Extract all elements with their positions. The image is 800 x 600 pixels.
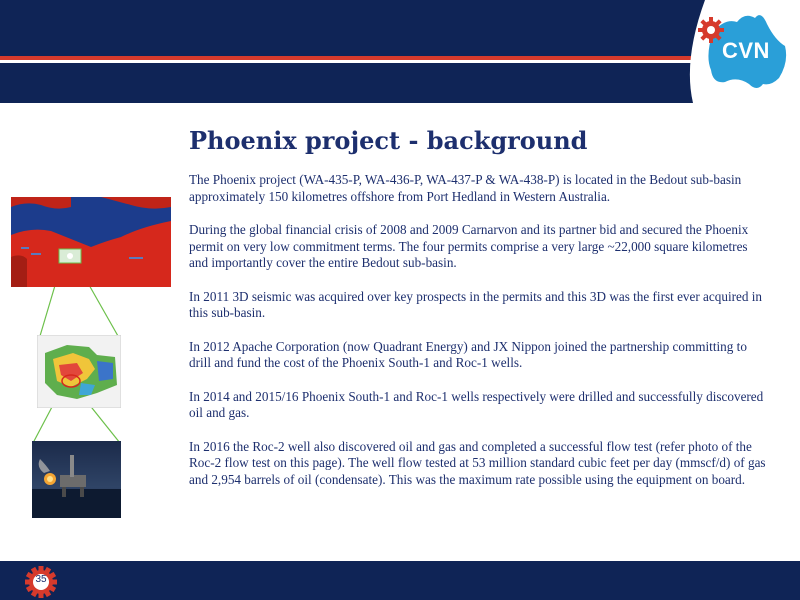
rig-flow-test-photo — [32, 441, 121, 518]
logo-text: CVN — [722, 38, 770, 63]
paragraph: In 2012 Apache Corporation (now Quadrant Energy) and JX Nippon joined the partnership committing to drill and fund the cost of the Phoenix South-1 and Roc-1 wells. — [189, 338, 747, 370]
paragraph: In 2011 3D seismic was acquired over key prospects in the permits and this 3D was the first ever acquired in this sub-basin. — [189, 288, 763, 320]
region-map-image — [11, 197, 171, 287]
page-title: Phoenix project - background — [189, 126, 588, 155]
paragraph: In 2016 the Roc-2 well also discovered oil and gas and completed a successful flow test (refer photo of the Roc-2 flow test on this page). The well flow tested at 53 million standard cubic feet per day (mmscf/d) of gas and 2,954 barrels of oil (condensate). This was the maximum rate possible using the equipment on board. — [189, 438, 766, 487]
paragraph: In 2014 and 2015/16 Phoenix South-1 and Roc-1 wells respectively were drilled and successfully discovered oil and gas. — [189, 388, 764, 420]
paragraph: The Phoenix project (WA-435-P, WA-436-P, WA-437-P & WA-438-P) is located in the Bedout sub-basin approximately 150 kilometres offshore from Port Hedland in Western Australia. — [189, 172, 742, 204]
paragraph: During the global financial crisis of 2008 and 2009 Carnarvon and its partner bid and secured the Phoenix permit on very low commitment terms. The four permits comprise a very large ~22,000 square kilometres and importantly cover the entire Bedout sub-basin. — [189, 222, 749, 270]
seismic-map-image — [37, 335, 121, 408]
footer-bar — [0, 561, 800, 600]
gear-icon — [698, 17, 724, 43]
page-number: 35 — [35, 574, 47, 585]
body-text — [189, 172, 769, 505]
